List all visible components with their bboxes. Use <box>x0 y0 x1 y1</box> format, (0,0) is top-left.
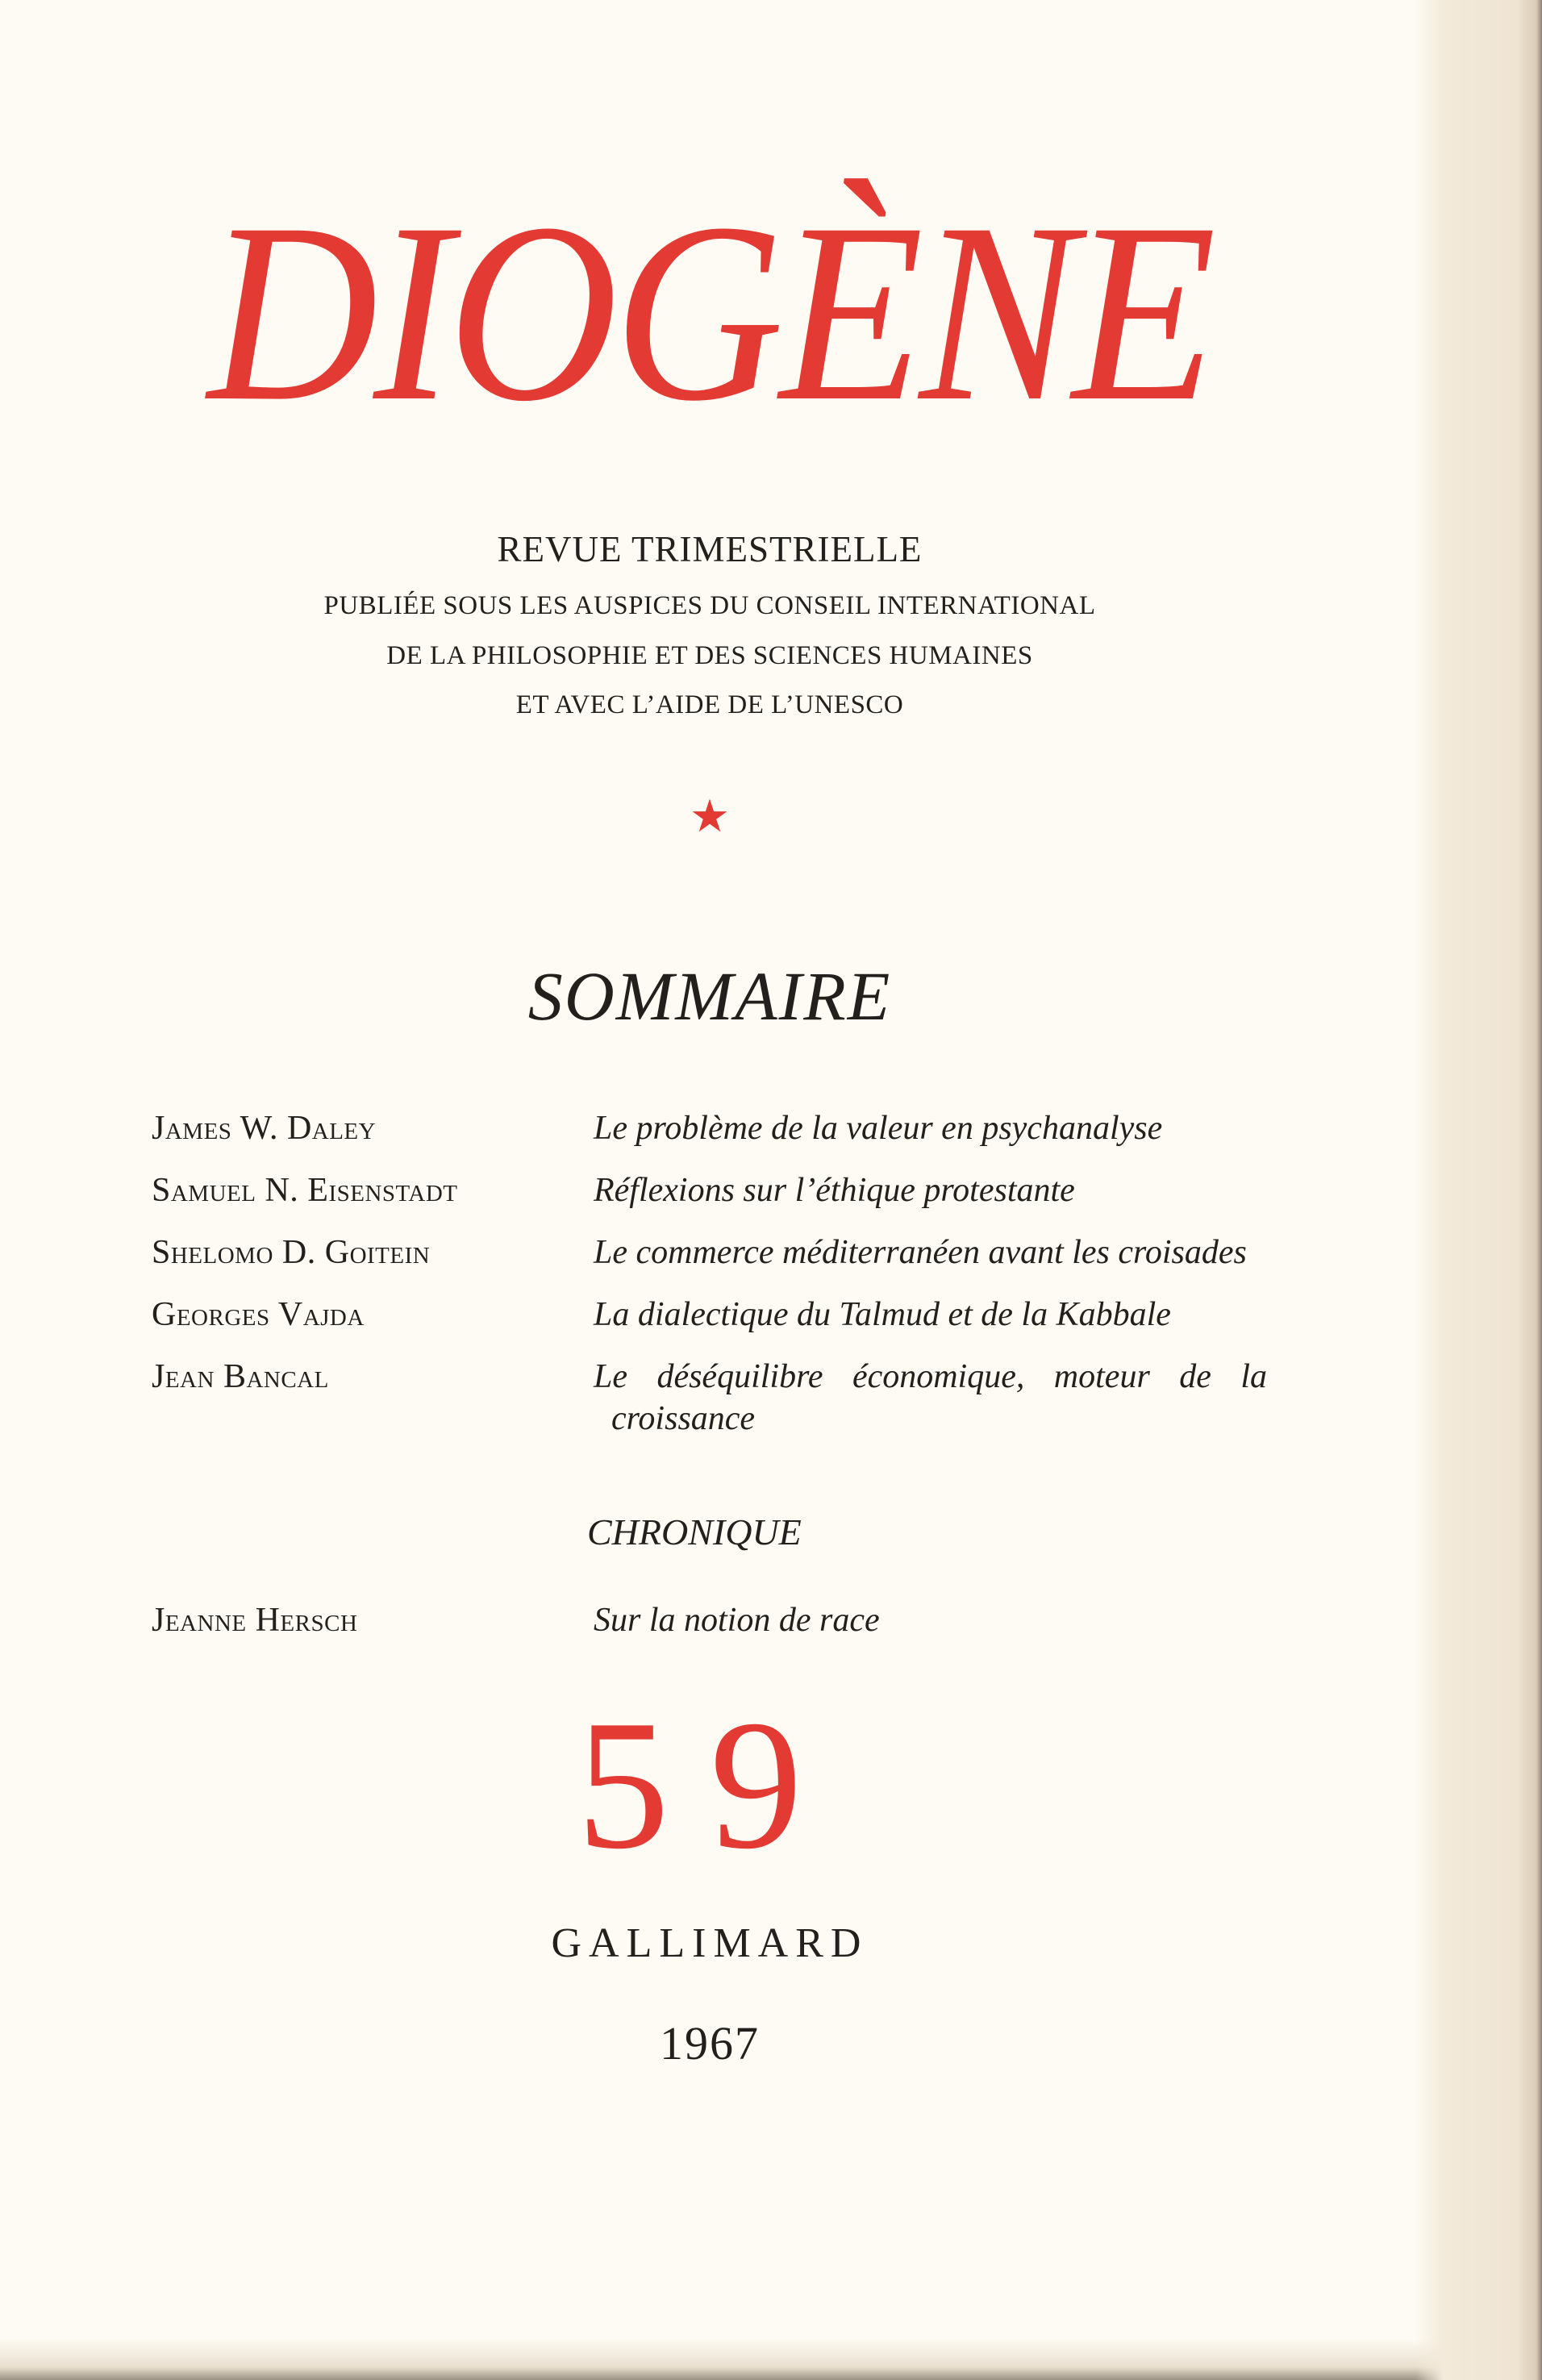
toc-title: Réflexions sur l’éthique protestante <box>594 1172 1075 1209</box>
toc-entry <box>152 1233 1281 1295</box>
toc-author: Shelomo D. Goitein <box>152 1234 431 1271</box>
toc-author: James W. Daley <box>152 1110 377 1147</box>
toc-title: La dialectique du Talmud et de la Kabbale <box>594 1296 1171 1333</box>
publisher-name: GALLIMARD <box>551 1920 869 1966</box>
toc-author: Georges Vajda <box>152 1296 365 1333</box>
toc-title-continued: croissance <box>611 1400 756 1437</box>
subtitle-line: REVUE TRIMESTRIELLE <box>497 529 923 569</box>
toc-entry <box>152 1295 1281 1357</box>
table-of-contents <box>152 1109 1281 1437</box>
chronique-entry <box>152 1601 1281 1649</box>
toc-title: Le commerce méditerranéen avant les croisades <box>594 1234 1247 1271</box>
subtitle-line: ET AVEC L’AIDE DE L’UNESCO <box>515 690 904 719</box>
toc-title: Le déséquilibre économique, moteur de la <box>594 1358 1267 1395</box>
sommaire-heading: SOMMAIRE <box>527 957 892 1035</box>
issue-number: 59 <box>577 1682 843 1887</box>
journal-title: DIOGÈNE <box>207 170 1212 454</box>
subtitle-line: DE LA PHILOSOPHIE ET DES SCIENCES HUMAINES <box>386 641 1033 670</box>
toc-title: Le problème de la valeur en psychanalyse <box>594 1110 1163 1147</box>
toc-title: Sur la notion de race <box>594 1602 880 1639</box>
subtitle-line: PUBLIÉE SOUS LES AUSPICES DU CONSEIL INTERNATIONAL <box>323 591 1096 620</box>
toc-author: Samuel N. Eisenstadt <box>152 1172 458 1209</box>
toc-entry <box>152 1171 1281 1233</box>
publication-year: 1967 <box>660 2017 760 2069</box>
toc-author: Jean Bancal <box>152 1358 329 1395</box>
toc-entry <box>152 1357 1281 1437</box>
chronique-heading: CHRONIQUE <box>587 1511 802 1553</box>
toc-author: Jeanne Hersch <box>152 1602 358 1639</box>
star-icon: ★ <box>689 792 731 842</box>
toc-entry <box>152 1109 1281 1171</box>
